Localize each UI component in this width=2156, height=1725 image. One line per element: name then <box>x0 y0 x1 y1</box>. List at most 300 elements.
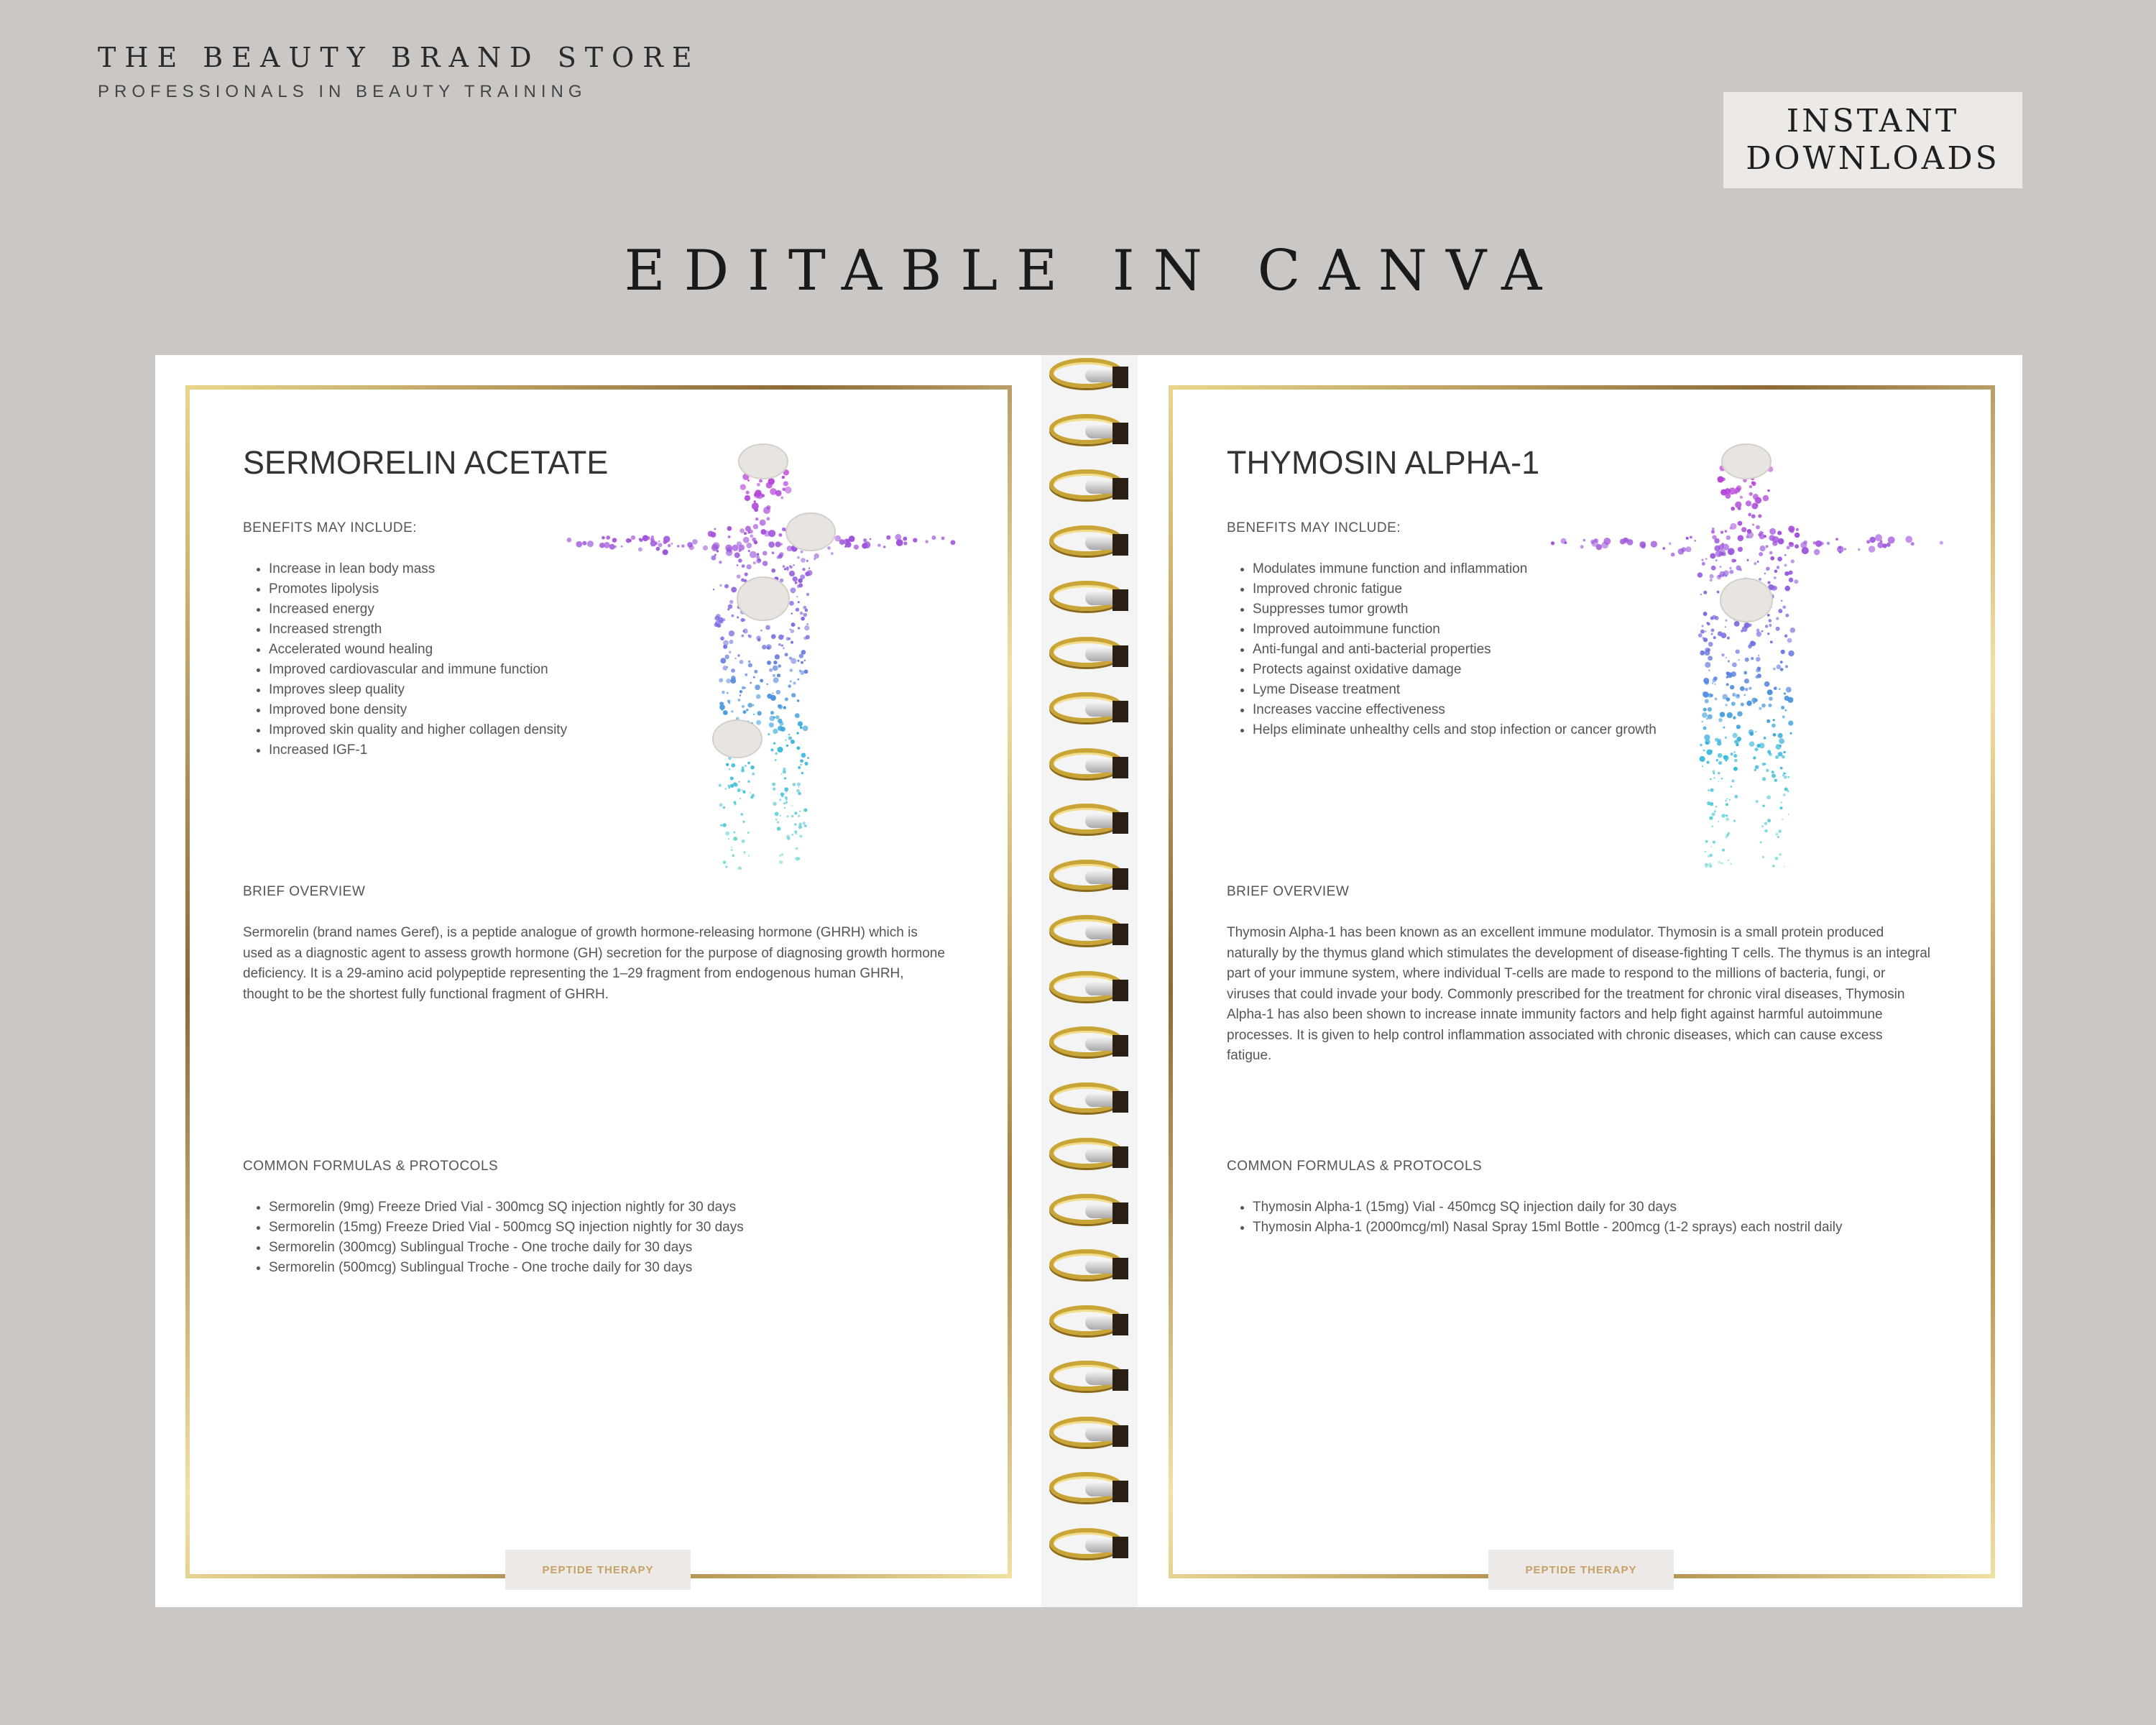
figure-dot <box>1701 559 1703 561</box>
figure-dot <box>807 757 809 759</box>
right-overview-text: Thymosin Alpha-1 has been known as an excellent immune modulator. Thymosin is a small protein produced naturally by the thymus gland which stimulates the development of disease-fighting T cells. The thymus is an integral part of your immune system, where individual T-cells are made to respond to the millions of bacteria, fungi, or viruses that could invade your body. Commonly prescribed for the treatment for chronic viral diseases, Thymosin Alpha-1 has also been shown to increase innate immunity factors and help fight against harmful autoimmune processes. It is given to help control inflammation associated with chronic diseases, which can cause excess fatigue. <box>1227 925 1931 1063</box>
figure-dot <box>1776 617 1779 620</box>
ring-tab <box>1112 1481 1128 1502</box>
figure-dot <box>773 666 778 671</box>
figure-dot <box>785 697 788 701</box>
figure-dot <box>738 781 740 783</box>
figure-dot <box>1747 529 1751 533</box>
figure-dot <box>772 692 773 694</box>
figure-dot <box>719 620 724 624</box>
figure-dot <box>1886 543 1891 547</box>
left-formulas-list <box>243 1197 987 1278</box>
figure-dot <box>1703 638 1708 642</box>
figure-dot <box>737 574 741 579</box>
figure-dot <box>1727 712 1733 718</box>
figure-dot <box>747 479 750 482</box>
figure-dot <box>717 550 719 552</box>
figure-dot <box>746 709 748 711</box>
figure-dot <box>1762 856 1764 858</box>
figure-dot <box>804 762 808 765</box>
figure-dot <box>1783 751 1785 753</box>
figure-dot <box>796 732 798 734</box>
figure-dot <box>1866 540 1870 543</box>
figure-dot <box>647 536 650 539</box>
figure-dot <box>730 678 736 684</box>
figure-dot <box>1796 528 1799 531</box>
figure-dot <box>1761 532 1764 534</box>
figure-dot <box>731 615 734 617</box>
figure-dot <box>760 529 766 535</box>
figure-dot <box>747 543 752 548</box>
figure-dot <box>737 616 739 618</box>
figure-dot <box>1784 564 1787 566</box>
figure-dot <box>1756 525 1760 530</box>
figure-dot <box>1718 821 1719 822</box>
figure-dot <box>854 545 859 550</box>
list-item: • Promotes lipolysis <box>269 579 671 599</box>
figure-dot <box>1729 799 1731 801</box>
figure-dot <box>1882 543 1886 548</box>
figure-dot <box>797 584 801 588</box>
figure-dot <box>727 526 732 531</box>
figure-dot <box>1708 789 1710 791</box>
figure-dot <box>1782 715 1785 718</box>
figure-dot <box>806 593 809 596</box>
figure-dot <box>1745 688 1749 691</box>
figure-dot <box>744 686 746 689</box>
figure-dot <box>797 699 800 702</box>
figure-dot <box>1733 751 1735 753</box>
figure-dot <box>1749 492 1753 496</box>
figure-dot <box>723 806 726 809</box>
figure-dot <box>1718 861 1721 864</box>
figure-dot <box>1767 819 1771 822</box>
figure-dot <box>777 673 780 677</box>
right-footer-tab: PEPTIDE THERAPY <box>1488 1550 1674 1590</box>
figure-dot <box>740 660 744 664</box>
figure-dot <box>1738 535 1744 541</box>
figure-dot <box>778 533 782 537</box>
figure-dot <box>722 691 725 694</box>
figure-dot <box>1700 756 1705 762</box>
figure-dot <box>1707 801 1710 805</box>
figure-dot <box>1763 495 1769 502</box>
list-item: • Sermorelin (500mcg) Sublingual Troche - One troche daily for 30 days <box>269 1258 987 1278</box>
figure-dot <box>737 654 740 657</box>
figure-dot <box>1781 706 1784 709</box>
figure-dot <box>1702 562 1705 566</box>
figure-dot <box>801 617 805 621</box>
highlight-bubble <box>739 444 788 479</box>
figure-dot <box>1757 666 1761 670</box>
figure-dot <box>1749 485 1752 488</box>
figure-dot <box>731 586 737 592</box>
figure-dot <box>1711 530 1715 533</box>
list-item: • Lyme Disease treatment <box>1253 680 1669 700</box>
figure-dot <box>1761 704 1766 708</box>
figure-dot <box>1764 829 1768 833</box>
figure-dot <box>715 620 719 625</box>
ring-tab <box>1112 645 1128 667</box>
figure-dot <box>1774 779 1777 782</box>
figure-dot <box>576 541 582 548</box>
figure-dot <box>731 710 733 712</box>
highlight-bubble <box>737 577 789 620</box>
figure-dot <box>724 788 727 790</box>
figure-dot <box>729 600 733 604</box>
figure-dot <box>1781 801 1782 803</box>
figure-dot <box>797 857 800 860</box>
figure-dot <box>1940 541 1943 545</box>
figure-dot <box>741 579 745 582</box>
highlight-bubble <box>786 513 835 551</box>
figure-dot <box>1725 737 1727 739</box>
figure-dot <box>1732 662 1737 667</box>
figure-dot <box>931 535 936 540</box>
figure-dot <box>779 855 780 856</box>
figure-dot <box>1703 708 1707 712</box>
figure-dot <box>744 532 747 535</box>
figure-dot <box>1738 507 1741 510</box>
figure-dot <box>801 551 803 553</box>
figure-dot <box>1719 566 1721 568</box>
figure-dot <box>1715 738 1719 742</box>
figure-dot <box>794 811 797 814</box>
figure-dot <box>752 773 755 776</box>
figure-dot <box>734 658 736 659</box>
figure-dot <box>1761 630 1764 632</box>
figure-dot <box>839 539 845 545</box>
figure-dot <box>1781 600 1782 602</box>
figure-dot <box>1743 671 1747 675</box>
figure-dot <box>1790 627 1795 632</box>
figure-dot <box>1703 591 1707 594</box>
figure-dot <box>781 644 783 646</box>
figure-dot <box>1759 578 1761 581</box>
figure-dot <box>925 540 929 543</box>
left-footer-tab: PEPTIDE THERAPY <box>505 1550 691 1590</box>
figure-dot <box>1770 640 1773 643</box>
list-item: • Suppresses tumor growth <box>1253 599 1669 620</box>
figure-dot <box>783 481 788 486</box>
figure-dot <box>1911 542 1915 546</box>
figure-dot <box>795 713 800 718</box>
figure-dot <box>1775 833 1778 836</box>
figure-dot <box>1773 586 1777 590</box>
ring-tab <box>1112 980 1128 1001</box>
figure-dot <box>720 824 723 827</box>
figure-dot <box>1698 633 1703 638</box>
figure-dot <box>802 568 805 571</box>
figure-dot <box>1708 642 1713 647</box>
figure-dot <box>606 535 610 540</box>
figure-dot <box>1719 550 1726 556</box>
figure-dot <box>708 531 714 537</box>
figure-dot <box>730 783 734 788</box>
figure-dot <box>1718 753 1723 758</box>
figure-dot <box>1800 542 1807 548</box>
figure-dot <box>681 544 685 548</box>
figure-dot <box>1671 553 1675 557</box>
figure-dot <box>1738 521 1743 526</box>
figure-dot <box>1725 626 1726 627</box>
figure-dot <box>741 618 745 622</box>
figure-dot <box>1788 650 1794 656</box>
figure-dot <box>1706 622 1708 624</box>
figure-dot <box>798 627 800 629</box>
figure-dot <box>1729 527 1732 530</box>
figure-dot <box>1789 578 1794 583</box>
figure-dot <box>1789 528 1795 533</box>
figure-dot <box>1701 721 1703 723</box>
figure-dot <box>757 638 761 642</box>
figure-dot <box>1747 559 1749 561</box>
figure-dot <box>1784 788 1788 791</box>
figure-dot <box>1759 533 1765 539</box>
figure-dot <box>1722 477 1726 481</box>
figure-dot <box>1723 755 1728 759</box>
figure-dot <box>768 478 775 484</box>
figure-dot <box>754 670 757 673</box>
figure-dot <box>687 542 693 548</box>
figure-dot <box>791 740 795 744</box>
figure-dot <box>1740 686 1745 691</box>
figure-dot <box>1795 533 1800 538</box>
figure-dot <box>791 630 794 633</box>
figure-dot <box>1778 609 1782 613</box>
figure-dot <box>722 666 727 671</box>
figure-dot <box>1736 485 1742 491</box>
figure-dot <box>1784 571 1789 576</box>
figure-dot <box>1732 693 1736 696</box>
figure-dot <box>745 673 747 676</box>
figure-dot <box>941 536 945 540</box>
figure-dot <box>1751 698 1756 703</box>
figure-dot <box>1627 539 1634 546</box>
figure-dot <box>1728 660 1730 662</box>
figure-dot <box>1720 862 1723 864</box>
ring-tab <box>1112 924 1128 945</box>
figure-dot <box>713 589 714 590</box>
figure-dot <box>1745 658 1749 662</box>
figure-dot <box>1726 683 1729 686</box>
figure-dot <box>743 537 750 543</box>
figure-dot <box>1713 676 1718 681</box>
figure-dot <box>1712 826 1713 827</box>
figure-dot <box>789 571 795 576</box>
ring-tab <box>1112 1035 1128 1057</box>
figure-dot <box>788 684 791 688</box>
figure-dot <box>729 787 730 788</box>
figure-dot <box>760 520 766 526</box>
figure-dot <box>784 777 786 779</box>
figure-dot <box>604 542 610 548</box>
figure-dot <box>1769 551 1773 555</box>
figure-dot <box>757 711 762 715</box>
figure-dot <box>1783 794 1786 796</box>
figure-dot <box>783 770 786 773</box>
figure-dot <box>791 834 793 836</box>
figure-dot <box>769 722 774 727</box>
figure-dot <box>1721 543 1724 546</box>
figure-dot <box>742 821 745 823</box>
figure-dot <box>658 540 660 543</box>
figure-dot <box>756 558 761 564</box>
left-overview-heading: BRIEF OVERVIEW <box>243 884 366 899</box>
figure-dot <box>1751 657 1754 660</box>
figure-dot <box>1738 547 1743 552</box>
figure-dot <box>720 636 724 640</box>
figure-dot <box>1839 551 1842 553</box>
figure-dot <box>782 487 786 491</box>
left-overview-text: Sermorelin (brand names Geref), is a peptide analogue of growth hormone-releasing hormone (GHRH) which is used as a diagnostic agent to assess growth hormone (GH) secretion for the purpose of diagnosing growth hormone deficiency. It is a 29-amino acid polypeptide representing the 1–29 fragment from endogenous human GHRH, thought to be the shortest fully functional fragment of GHRH. <box>243 925 945 1002</box>
figure-dot <box>1708 714 1713 719</box>
figure-dot <box>762 645 767 650</box>
figure-dot <box>1707 761 1710 764</box>
figure-dot <box>747 832 750 834</box>
figure-dot <box>1755 765 1759 770</box>
figure-dot <box>1756 629 1760 632</box>
figure-dot <box>789 657 792 660</box>
figure-dot <box>760 630 762 631</box>
figure-dot <box>779 860 783 864</box>
figure-dot <box>797 678 799 681</box>
figure-dot <box>1766 719 1770 723</box>
figure-dot <box>747 703 752 708</box>
ring-tab <box>1112 1202 1128 1224</box>
figure-dot <box>1726 798 1728 799</box>
list-item: • Sermorelin (9mg) Freeze Dried Vial - 300mcg SQ injection nightly for 30 days <box>269 1197 987 1218</box>
badge-line-2: DOWNLOADS <box>1746 140 2000 177</box>
figure-dot <box>803 809 807 812</box>
figure-dot <box>798 792 801 795</box>
figure-dot <box>1718 772 1720 775</box>
figure-dot <box>1713 777 1715 778</box>
figure-dot <box>800 726 803 729</box>
figure-dot <box>1751 503 1758 510</box>
figure-dot <box>1774 857 1778 860</box>
figure-dot <box>719 561 722 564</box>
figure-dot <box>801 764 802 765</box>
figure-dot <box>1752 523 1754 525</box>
figure-dot <box>776 690 781 695</box>
figure-dot <box>1705 840 1708 843</box>
figure-dot <box>798 823 801 826</box>
figure-dot <box>870 538 872 540</box>
figure-dot <box>1761 825 1764 827</box>
figure-dot <box>741 635 744 638</box>
figure-dot <box>1734 759 1737 762</box>
figure-dot <box>719 803 723 806</box>
figure-dot <box>1769 753 1772 757</box>
figure-dot <box>703 546 708 551</box>
figure-dot <box>1711 566 1716 571</box>
figure-dot <box>1729 567 1731 569</box>
figure-dot <box>1561 538 1567 544</box>
figure-dot <box>772 783 775 786</box>
figure-dot <box>1743 694 1746 696</box>
figure-dot <box>1780 767 1783 770</box>
figure-dot <box>799 811 801 812</box>
figure-dot <box>778 726 783 731</box>
figure-dot <box>1795 544 1799 548</box>
figure-dot <box>729 640 734 644</box>
figure-dot <box>1779 688 1781 690</box>
figure-dot <box>785 653 788 656</box>
figure-dot <box>763 561 768 566</box>
figure-dot <box>677 545 679 547</box>
figure-dot <box>1726 657 1727 658</box>
list-item: • Thymosin Alpha-1 (2000mcg/ml) Nasal Spray 15ml Bottle - 200mcg (1-2 sprays) each nostril daily <box>1253 1218 1971 1238</box>
figure-dot <box>1767 581 1770 584</box>
figure-dot <box>1784 692 1786 694</box>
figure-dot <box>1690 536 1692 539</box>
figure-dot <box>726 678 731 684</box>
list-item: • Thymosin Alpha-1 (15mg) Vial - 450mcg SQ injection daily for 30 days <box>1253 1197 1971 1218</box>
figure-dot <box>723 640 729 646</box>
figure-dot <box>796 746 800 750</box>
figure-dot <box>750 551 757 558</box>
figure-dot <box>807 570 813 576</box>
figure-dot <box>756 694 761 699</box>
figure-dot <box>1720 712 1726 717</box>
figure-dot <box>1753 494 1759 500</box>
figure-dot <box>1736 724 1741 729</box>
figure-dot <box>737 699 740 702</box>
list-item: • Sermorelin (15mg) Freeze Dried Vial - 500mcg SQ injection nightly for 30 days <box>269 1218 987 1238</box>
figure-dot <box>1623 538 1628 542</box>
figure-dot <box>793 576 798 581</box>
figure-dot <box>740 484 746 490</box>
figure-dot <box>639 538 641 540</box>
figure-dot <box>663 549 668 555</box>
figure-dot <box>1591 540 1598 547</box>
figure-dot <box>1580 545 1584 548</box>
figure-dot <box>1641 544 1646 549</box>
figure-dot <box>1772 770 1774 773</box>
list-item: • Improved cardiovascular and immune function <box>269 660 671 680</box>
figure-dot <box>1787 776 1789 778</box>
figure-dot <box>1751 482 1755 485</box>
figure-dot <box>1731 671 1736 676</box>
figure-dot <box>770 748 773 751</box>
figure-dot <box>750 792 751 794</box>
figure-dot <box>883 546 886 548</box>
figure-dot <box>1869 537 1876 543</box>
ring-tab <box>1112 589 1128 611</box>
figure-dot <box>770 694 775 699</box>
figure-dot <box>1711 802 1713 804</box>
figure-dot <box>587 540 594 547</box>
figure-dot <box>743 710 747 714</box>
figure-dot <box>612 538 617 543</box>
figure-dot <box>779 799 781 801</box>
figure-dot <box>658 543 663 547</box>
figure-dot <box>1844 548 1846 550</box>
list-item: • Accelerated wound healing <box>269 640 671 660</box>
figure-dot <box>742 840 745 843</box>
figure-dot <box>1762 805 1764 807</box>
figure-dot <box>794 823 797 826</box>
figure-dot <box>725 655 729 659</box>
figure-dot <box>797 660 799 662</box>
figure-dot <box>1720 778 1723 780</box>
figure-dot <box>1703 750 1705 752</box>
figure-dot <box>753 676 755 678</box>
figure-dot <box>756 720 761 725</box>
figure-dot <box>800 612 803 615</box>
figure-dot <box>775 541 781 547</box>
